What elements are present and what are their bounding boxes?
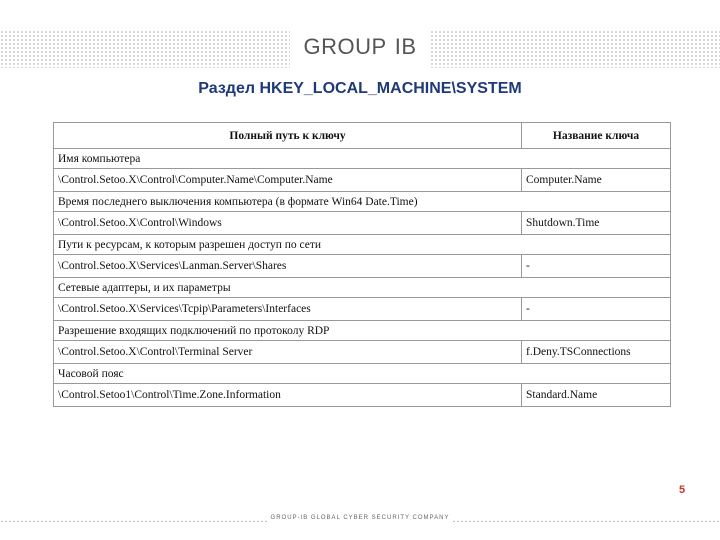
table-row	[54, 341, 671, 364]
section-label: Часовой пояс	[54, 364, 671, 384]
section-row	[54, 235, 671, 255]
footer-dots-right	[452, 520, 720, 523]
footer-tagline: GROUP-IB GLOBAL CYBER SECURITY COMPANY	[270, 515, 450, 521]
page-number: 5	[679, 484, 686, 496]
slide-title: Раздел HKEY_LOCAL_MACHINE\SYSTEM	[198, 80, 522, 97]
section-label: Время последнего выключения компьютера (в формате Win64 Date.Time)	[54, 192, 671, 212]
header-path: Полный путь к ключу	[54, 123, 522, 149]
key-path: \Control.Setoo.X\Control\Computer.Name\Computer.Name	[54, 169, 522, 192]
section-label: Имя компьютера	[54, 149, 671, 169]
section-label: Разрешение входящих подключений по протоколу RDP	[54, 321, 671, 341]
header-dots-left	[0, 30, 290, 68]
key-path: \Control.Setoo.X\Services\Tcpip\Parameters\Interfaces	[54, 298, 522, 321]
section-label: Сетевые адаптеры, и их параметры	[54, 278, 671, 298]
section-label: Пути к ресурсам, к которым разрешен доступ по сети	[54, 235, 671, 255]
key-path: \Control.Setoo.X\Control\Terminal Server	[54, 341, 522, 364]
group-ib-logo: GROUP IB	[300, 26, 420, 68]
section-row	[54, 278, 671, 298]
key-name: -	[522, 298, 671, 321]
footer-dots-left	[0, 520, 268, 523]
key-name: Shutdown.Time	[522, 212, 671, 235]
key-path: \Control.Setoo.X\Control\Windows	[54, 212, 522, 235]
header-key-name: Название ключа	[522, 123, 671, 149]
section-row	[54, 321, 671, 341]
key-path: \Control.Setoo.X\Services\Lanman.Server\Shares	[54, 255, 522, 278]
table-row	[54, 298, 671, 321]
section-row	[54, 364, 671, 384]
table-row	[54, 255, 671, 278]
key-path: \Control.Setoo1\Control\Time.Zone.Information	[54, 384, 522, 407]
key-name: f.Deny.TSConnections	[522, 341, 671, 364]
table-row	[54, 212, 671, 235]
key-name: -	[522, 255, 671, 278]
section-row	[54, 149, 671, 169]
header-dots-right	[430, 30, 720, 68]
section-row	[54, 192, 671, 212]
registry-keys-table	[53, 122, 671, 407]
table-row	[54, 384, 671, 407]
key-name: Computer.Name	[522, 169, 671, 192]
key-name: Standard.Name	[522, 384, 671, 407]
table-row	[54, 169, 671, 192]
